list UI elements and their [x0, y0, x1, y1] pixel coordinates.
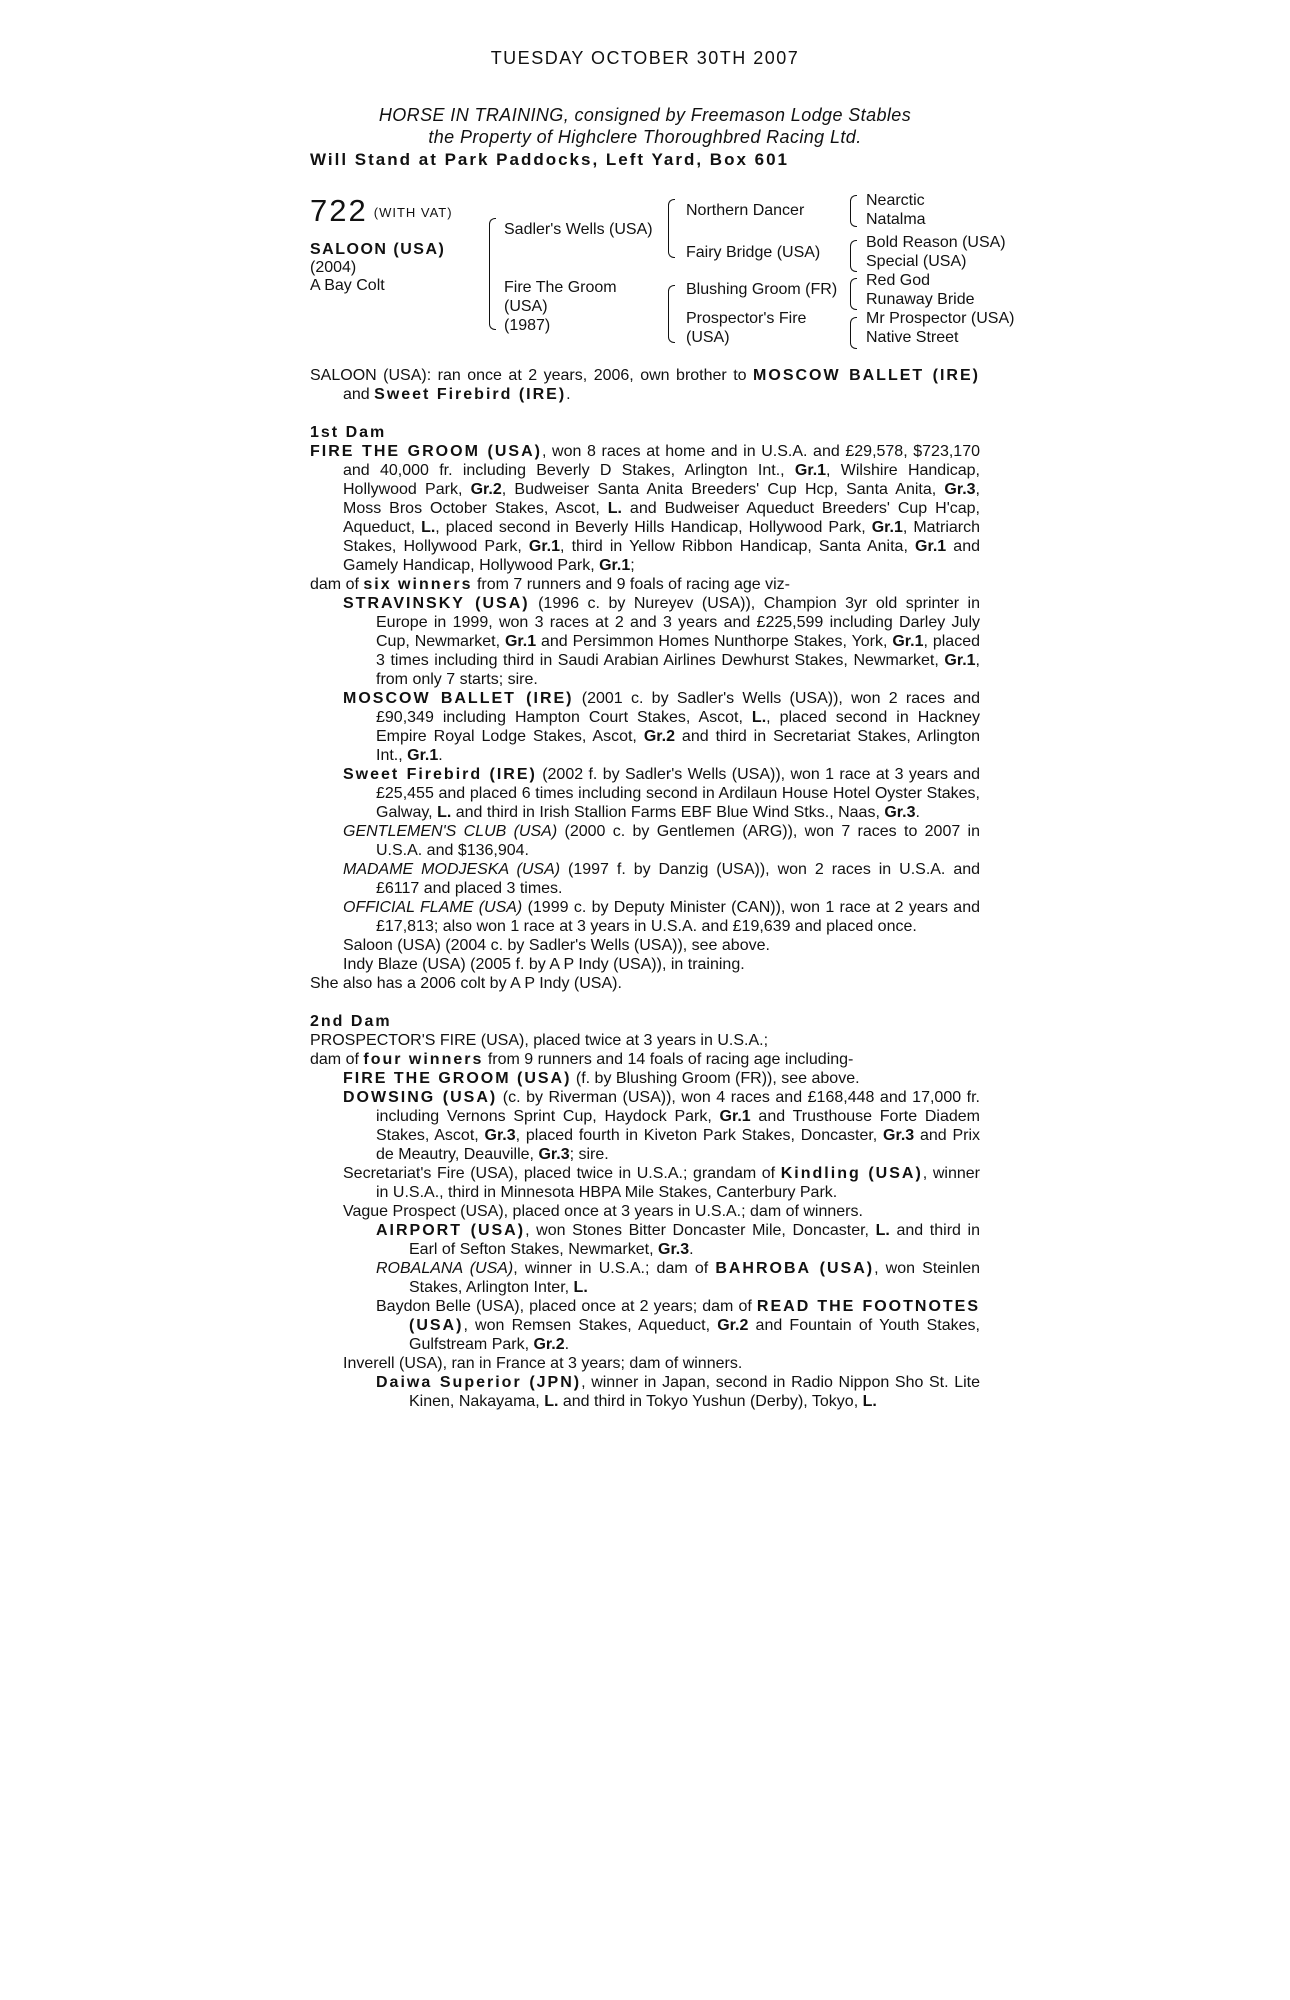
second-dam-record: PROSPECTOR'S FIRE (USA), placed twice at 3 years in U.S.A.;	[310, 1032, 769, 1049]
first-dam-record: FIRE THE GROOM (USA), won 8 races at home and in U.S.A. and £29,578, $723,170 and 40,000 fr. including Beverly D Stakes, Arlington Int., Gr.1, Wilshire Handicap, Hollywood Park, Gr.2, Budweiser Santa Anita Breeders' Cup Hcp, Santa Anita, Gr.3, Moss Bros October Stakes, Ascot, L. and Budweiser Aqueduct Breeders' Cup H'cap, Aqueduct, L., placed second in Beverly Hills Handicap, Hollywood Park, Gr.1, Matriarch Stakes, Hollywood Park, Gr.1, third in Yellow Ribbon Handicap, Santa Anita, Gr.1 and Gamely Handicap, Hollywood Park, Gr.1;	[310, 443, 981, 574]
pedigree-dsd: Runaway Bride	[866, 291, 975, 308]
brace-dd	[850, 317, 857, 349]
pedigree-dd-line1: Prospector's Fire	[686, 310, 807, 327]
produce2-dowsing: DOWSING (USA) (c. by Riverman (USA)), won 4 races and £168,448 and 17,000 fr. including Vernons Sprint Cup, Haydock Park, Gr.1 and Trusthouse Forte Diadem Stakes, Ascot, Gr.3, placed fourth in Kiveton Park Stakes, Doncaster, Gr.3 and Prix de Meautry, Deauville, Gr.3; sire.	[343, 1089, 981, 1163]
brace-ds	[850, 278, 857, 310]
pedigree-dam-line1: Fire The Groom	[504, 279, 617, 296]
produce2-vague-prospect: Vague Prospect (USA), placed once at 3 years in U.S.A.; dam of winners.	[343, 1203, 863, 1220]
pedigree-sire: Sadler's Wells (USA)	[504, 221, 653, 238]
horse-description: A Bay Colt	[310, 277, 385, 294]
pedigree-dam-line3: (1987)	[504, 317, 551, 334]
consignment-info	[0, 104, 1290, 148]
produce-sweet-firebird: Sweet Firebird (IRE) (2002 f. by Sadler's Wells (USA)), won 1 race at 3 years and £25,455 and placed 6 times including second in Ardilaun House Hotel Oyster Stakes, Galway, L. and third in Irish Stallion Farms EBF Blue Wind Stks., Naas, Gr.3.	[343, 766, 981, 821]
pedigree-ds: Blushing Groom (FR)	[686, 281, 838, 298]
pedigree-ss: Northern Dancer	[686, 202, 805, 219]
first-dam-heading: 1st Dam	[310, 424, 387, 441]
produce-note: She also has a 2006 colt by A P Indy (USA).	[310, 975, 622, 992]
pedigree-sdd: Special (USA)	[866, 253, 967, 270]
first-dam-produce-summary: dam of six winners from 7 runners and 9 foals of racing age viz-	[310, 576, 791, 593]
catalogue-body	[310, 366, 980, 1411]
lot-number-value: 722	[310, 193, 368, 228]
produce3-airport: AIRPORT (USA), won Stones Bitter Doncaster Mile, Doncaster, L. and third in Earl of Sefton Stakes, Newmarket, Gr.3.	[376, 1222, 981, 1258]
vat-note: (WITH VAT)	[373, 205, 453, 221]
pedigree-dss: Red God	[866, 272, 931, 289]
second-dam-heading: 2nd Dam	[310, 1013, 392, 1030]
pedigree-dd-line2: (USA)	[686, 329, 730, 346]
brace-gen1	[489, 218, 496, 330]
sale-date: TUESDAY OCTOBER 30TH 2007	[490, 48, 800, 68]
produce-official-flame: OFFICIAL FLAME (USA) (1999 c. by Deputy Minister (CAN)), won 1 race at 2 years and £17,813; also won 1 race at 3 years in U.S.A. and £19,639 and placed once.	[343, 899, 981, 935]
intro-paragraph: SALOON (USA): ran once at 2 years, 2006, own brother to MOSCOW BALLET (IRE) and Sweet Firebird (IRE).	[310, 367, 980, 403]
pedigree-dam-line2: (USA)	[504, 298, 548, 315]
horse-name: SALOON (USA)	[310, 241, 446, 258]
pedigree-sss: Nearctic	[866, 192, 925, 209]
produce2-secretariats-fire: Secretariat's Fire (USA), placed twice in U.S.A.; grandam of Kindling (USA), winner in U.S.A., third in Minnesota HBPA Mile Stakes, Canterbury Park.	[343, 1165, 980, 1201]
brace-ss	[850, 195, 857, 227]
produce-madame-modjeska: MADAME MODJESKA (USA) (1997 f. by Danzig (USA)), won 2 races in U.S.A. and £6117 and placed 3 times.	[343, 861, 981, 897]
produce-gentlemens-club: GENTLEMEN'S CLUB (USA) (2000 c. by Gentlemen (ARG)), won 7 races to 2007 in U.S.A. and $136,904.	[343, 823, 981, 859]
pedigree-sd: Fairy Bridge (USA)	[686, 244, 821, 261]
produce-stravinsky: STRAVINSKY (USA) (1996 c. by Nureyev (USA)), Champion 3yr old sprinter in Europe in 1999, won 3 races at 2 and 3 years and £225,599 including Darley July Cup, Newmarket, Gr.1 and Persimmon Homes Nunthorpe Stakes, York, Gr.1, placed 3 times including third in Saudi Arabian Airlines Dewhurst Stakes, Newmarket, Gr.1, from only 7 starts; sire.	[343, 595, 981, 688]
brace-dam	[668, 285, 675, 343]
horse-info	[310, 241, 445, 295]
owner-line: the Property of Highclere Thoroughbred Racing Ltd.	[428, 127, 862, 147]
pedigree-ssd: Natalma	[866, 211, 926, 228]
brace-sd	[850, 240, 857, 272]
produce3-daiwa-superior: Daiwa Superior (JPN), winner in Japan, second in Radio Nippon Sho St. Lite Kinen, Nakayama, L. and third in Tokyo Yushun (Derby), Tokyo, L.	[376, 1374, 981, 1410]
stand-location: Will Stand at Park Paddocks, Left Yard, Box 601	[310, 150, 789, 169]
produce-indy-blaze: Indy Blaze (USA) (2005 f. by A P Indy (USA)), in training.	[343, 956, 745, 973]
pedigree-dds: Mr Prospector (USA)	[866, 310, 1015, 327]
produce-moscow-ballet: MOSCOW BALLET (IRE) (2001 c. by Sadler's Wells (USA)), won 2 races and £90,349 including Hampton Court Stakes, Ascot, L., placed second in Hackney Empire Royal Lodge Stakes, Ascot, Gr.2 and third in Secretariat Stakes, Arlington Int., Gr.1.	[343, 690, 980, 764]
brace-sire	[668, 199, 675, 258]
produce2-inverell: Inverell (USA), ran in France at 3 years; dam of winners.	[343, 1355, 743, 1372]
lot-number	[310, 193, 453, 229]
produce-saloon: Saloon (USA) (2004 c. by Sadler's Wells (USA)), see above.	[343, 937, 770, 954]
horse-year: (2004)	[310, 259, 357, 276]
produce3-baydon-belle: Baydon Belle (USA), placed once at 2 years; dam of READ THE FOOTNOTES (USA), won Remsen Stakes, Aqueduct, Gr.2 and Fountain of Youth Stakes, Gulfstream Park, Gr.2.	[376, 1298, 981, 1353]
produce2-fire-the-groom: FIRE THE GROOM (USA) (f. by Blushing Groom (FR)), see above.	[343, 1070, 860, 1087]
pedigree-sds: Bold Reason (USA)	[866, 234, 1006, 251]
produce3-robalana: ROBALANA (USA), winner in U.S.A.; dam of BAHROBA (USA), won Steinlen Stakes, Arlington Inter, L.	[376, 1260, 980, 1296]
second-dam-produce-summary: dam of four winners from 9 runners and 14 foals of racing age including-	[310, 1051, 854, 1068]
consignor-line: HORSE IN TRAINING, consigned by Freemason Lodge Stables	[378, 105, 912, 125]
pedigree-ddd: Native Street	[866, 329, 959, 346]
